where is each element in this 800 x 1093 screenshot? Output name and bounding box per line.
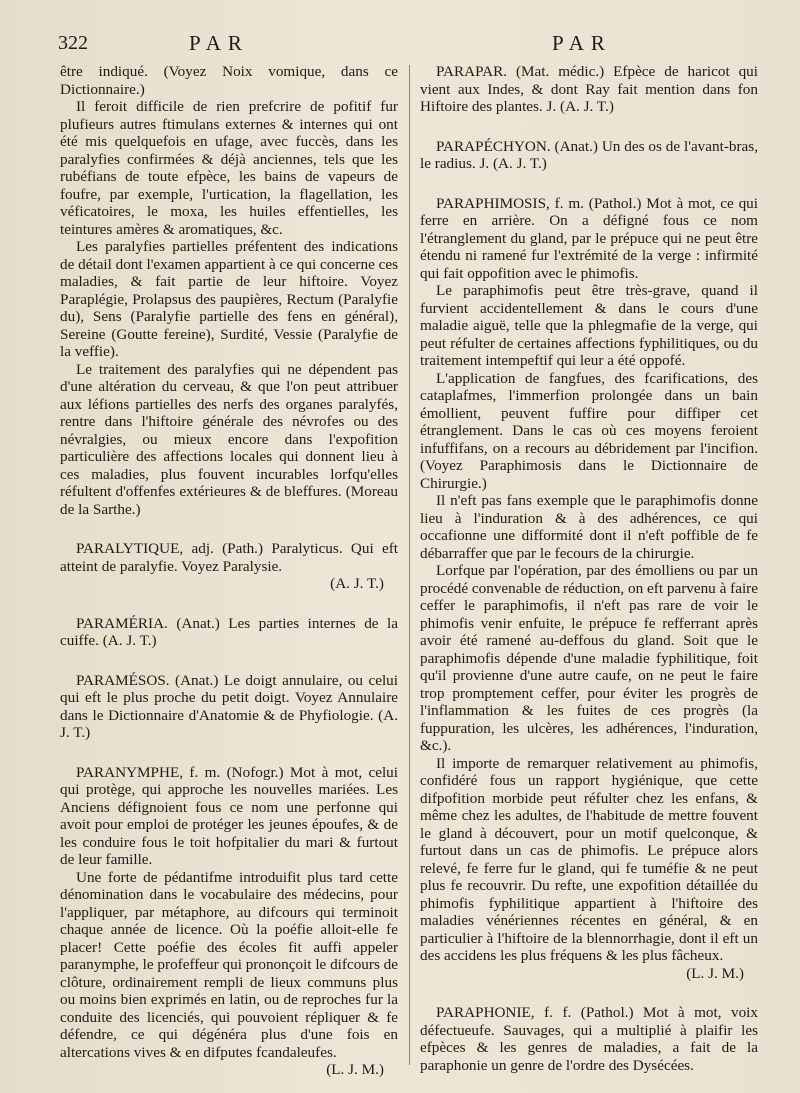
right-column: [420, 63, 758, 1074]
paragraph: Il feroit difficile de rien prefcrire de pofitif fur plufieurs autres ftimulans externes & internes qui ont été mis quelquefois en ufage, avec fuccès, dans les paralyfies confirmées & déjà anciennes, tels que les rubéfians de toute efpèce, les bains de vapeurs de foufre, par exemple, l'urtication, la flagellation, les véficatoires, le moxa, les huiles effentielles, les teintures amères & aromatiques, &c.: [60, 98, 398, 238]
running-head-left: PAR: [189, 31, 249, 55]
paragraph: PARALYTIQUE, adj. (Path.) Paralyticus. Qui eft atteint de paralyfie. Voyez Paralysie.: [60, 540, 398, 575]
paragraph: PARAPHONIE, f. f. (Pathol.) Mot à mot, voix défectueufe. Sauvages, qui a multiplié à plaifir les efpèces & les genres de maladies, a fait de la paraphonie un genre de l'ordre des Dysécées.: [420, 1004, 758, 1074]
paragraph: PARAPÉCHYON. (Anat.) Un des os de l'avant-bras, le radius. J. (A. J. T.): [420, 137, 758, 172]
paragraph: Il n'eft pas fans exemple que le paraphimofis donne lieu à l'induration & à des adhérences, ce qui occafionne une difformité dont il n'eft poffible de fe débarraffer que par le fecours de la chirurgie.: [420, 492, 758, 562]
paragraph: Les paralyfies partielles préfentent des indications de détail dont l'examen appartient à ce qui concerne ces maladies, & fait partie de leur hiftoire. Voyez Paraplégie, Prolapsus des paupières, Rectum (Paralyfie du), Sens (Paralyfie partielle des fens en général), Sereine (Goutte fereine), Surdité, Vessie (Paralyfie de la veffie).: [60, 238, 398, 360]
column-divider: [409, 65, 410, 1065]
paragraph: Le paraphimofis peut être très-grave, quand il furvient accidentellement & dans le cours d'une maladie aiguë, telle que la phlegmafie de la verge, qui peut réfulter de certaines affections fyphilitiques, ou du traitement intempeftif qui leur a été oppofé.: [420, 282, 758, 369]
paragraph: PARAPHIMOSIS, f. m. (Pathol.) Mot à mot, ce qui ferre en arrière. On a défigné fous ce nom l'étranglement du gland, par le prépuce qui ne peut être étendu ni ramené fur l'extrémité de la verge : infirmité qui fait oppofition avec le phimofis.: [420, 194, 758, 282]
paragraph: Lorfque par l'opération, par des émolliens ou par un procédé convenable de réduction, on eft parvenu à faire ceffer le paraphimofis, il n'eft pas rare de voir le phimofis venir enfuite, le prépuce fe refferrant après avoir été ramené au-deffous du gland. Soit que le paraphimofis dépende d'une maladie fyphilitique, foit qu'il provienne d'une autre caufe, on ne peut le faire trop promptement ceffer, pour éviter les progrès de l'inflammation & les fuites de ces progrès (la fuppuration, les ulcères, les adhérences, l'induration, &c.).: [420, 562, 758, 754]
paragraph: PARAPAR. (Mat. médic.) Efpèce de haricot qui vient aux Indes, & dont Ray fait mention dans fon Hiftoire des plantes. J. (A. J. T.): [420, 63, 758, 115]
paragraph: Le traitement des paralyfies qui ne dépendent pas d'une altération du cerveau, & que l'on peut attribuer aux léfions partielles des nerfs des organes paralyfés, rentre dans l'hiftoire générale des névrofes ou des névralgies, ou mieux encore dans l'expofition particulière des affections locales qui donnent lieu à ces maladies, plus fouvent incurables lorfqu'elles réfultent d'offenfes extérieures & de bleffures. (Moreau de la Sarthe.): [60, 360, 398, 518]
signature: (A. J. T.): [330, 575, 384, 592]
signature: (L. J. M.): [686, 964, 744, 982]
signature: (L. J. M.): [326, 1061, 384, 1078]
paragraph: PARAMÉRIA. (Anat.) Les parties internes de la cuiffe. (A. J. T.): [60, 614, 398, 649]
running-head-right: PAR: [552, 31, 612, 55]
paragraph: PARANYMPHE, f. m. (Nofogr.) Mot à mot, celui qui protège, qui approche les nouvelles mariées. Les Anciens défignoient fous ce nom une perfonne qui avoit pour emploi de protéger les jeunes époufes, & de les conduire fous le toit hofpitalier du mari & furtout de leur famille.: [60, 763, 398, 868]
page-number: 322: [58, 32, 88, 54]
paragraph: L'application de fangfues, des fcarifications, des cataplafmes, l'immerfion prolongée dans un bain émollient, peuvent fuffire pour diffiper cet étranglement. Dans le cas où ces moyens feroient infuffifans, on a recours au débridement par l'incifion. (Voyez Paraphimosis dans le Dictionnaire de Chirurgie.): [420, 369, 758, 492]
paragraph: être indiqué. (Voyez Noix vomique, dans ce Dictionnaire.): [60, 63, 398, 98]
left-column: [60, 63, 398, 1079]
paragraph: Il importe de remarquer relativement au phimofis, confidéré fous un rapport hygiénique, que cette difpofition morbide peut réfulter chez les enfans, & même chez les adultes, de l'habitude de mettre fouvent le gland à découvert, pour un motif quelconque, & furtout dans un cas de phimofis. Le prépuce alors relevé, fe ferre fur le gland, qui fe tuméfie & ne peut plus fe recouvrir. Du refte, une expofition détaillée du phimofis fyphilitique appartient à l'hiftoire des maladies vénériennes récentes en général, & en particulier à l'hiftoire de la blennorrhagie, dont il eft un des accidens les plus fréquens & les plus fâcheux.: [420, 754, 758, 964]
paragraph: Une forte de pédantifme introduifit plus tard cette dénomination dans le vocabulaire des médecins, pour l'appliquer, par métaphore, au difcours qui terminoit chaque année de licence. Où la poéfie alloit-elle fe placer! Cette poéfie des écoles fit auffi appeler paranymphe, le profeffeur qui prononçoit le difcours de clôture, ordinairement rempli de lieux communs plus ou moins bien exprimés en latin, ou de reproches fur la conduite des licenciés, qui pouvoient répliquer & fe défendre, ce qui dégénéra plus d'une fois en altercations vives & en difputes fcandaleufes.: [60, 868, 398, 1061]
paragraph: PARAMÉSOS. (Anat.) Le doigt annulaire, ou celui qui eft le plus proche du petit doigt. Voyez Annulaire dans le Dictionnaire d'Anatomie & de Phyfiologie. (A. J. T.): [60, 671, 398, 741]
